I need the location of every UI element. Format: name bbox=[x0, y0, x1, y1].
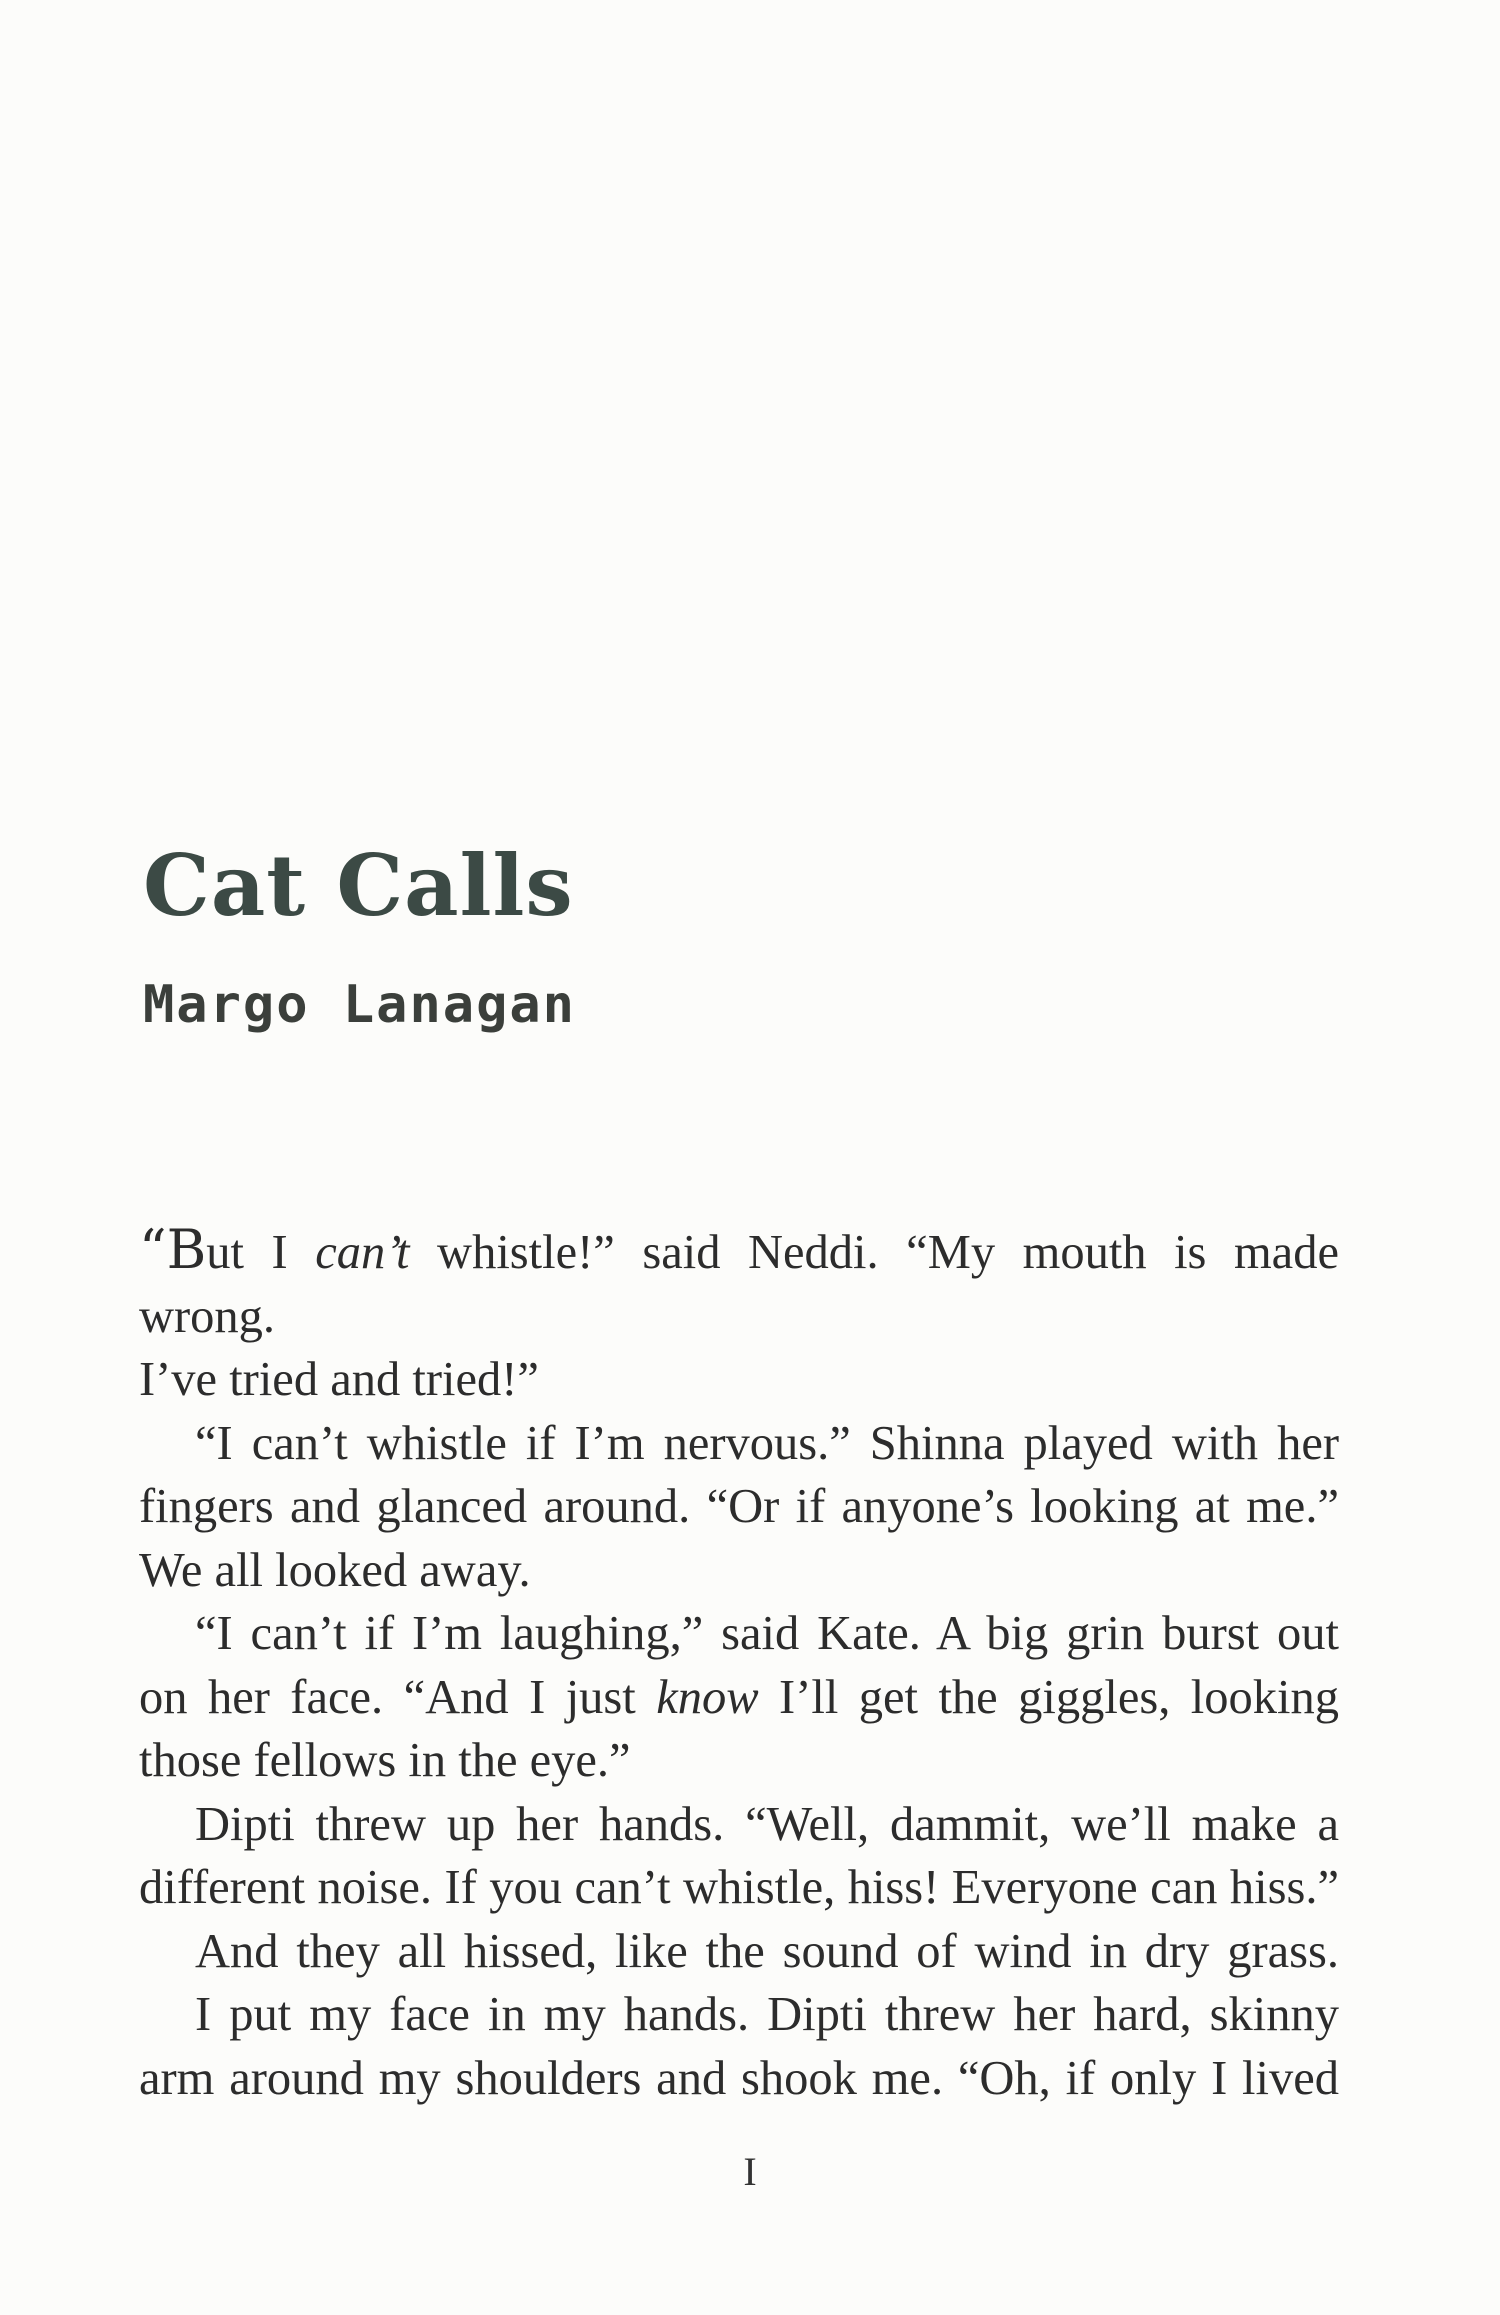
text-line: “I can’t if I’m laughing,” said Kate. A big grin burst out bbox=[195, 1607, 1339, 1660]
text-line: on her face. “And I just know I’ll get the giggles, looking bbox=[139, 1670, 1339, 1724]
text-line: We all looked away. bbox=[139, 1543, 531, 1597]
page-number: I bbox=[743, 2149, 757, 2194]
text-line: different noise. If you can’t whistle, hiss! Everyone can hiss.” bbox=[139, 1861, 1339, 1914]
emphasis: know bbox=[656, 1670, 759, 1724]
author-name: Margo Lanagan bbox=[143, 975, 576, 1035]
body-text bbox=[139, 1218, 1339, 2110]
chapter-title: Cat Calls bbox=[143, 836, 574, 935]
paragraph bbox=[139, 1602, 1339, 1793]
text-line: Dipti threw up her hands. “Well, dammit, we’ll make a bbox=[195, 1797, 1339, 1851]
paragraph bbox=[139, 1983, 1339, 2110]
text-line: those fellows in the eye.” bbox=[139, 1734, 631, 1787]
text-line: I’ve tried and tried!” bbox=[139, 1353, 539, 1406]
text-line: And they all hissed, like the sound of wind in dry grass. bbox=[195, 1924, 1339, 1978]
paragraph bbox=[139, 1920, 1339, 1984]
text-line: arm around my shoulders and shook me. “Oh, if only I lived bbox=[139, 2051, 1339, 2105]
text-line: I put my face in my hands. Dipti threw her hard, skinny bbox=[195, 1988, 1339, 2041]
emphasis: can’t bbox=[315, 1226, 410, 1279]
paragraph bbox=[139, 1793, 1339, 1920]
text-line: “I can’t whistle if I’m nervous.” Shinna played with her bbox=[195, 1416, 1339, 1470]
paragraph bbox=[139, 1412, 1339, 1603]
text-line: fingers and glanced around. “Or if anyone’s looking at me.” bbox=[139, 1480, 1339, 1533]
paragraph bbox=[139, 1218, 1339, 1412]
text-line: “But I can’t whistle!” said Neddi. “My mouth is made wrong. bbox=[139, 1218, 1339, 1343]
drop-cap: “B bbox=[139, 1218, 207, 1281]
